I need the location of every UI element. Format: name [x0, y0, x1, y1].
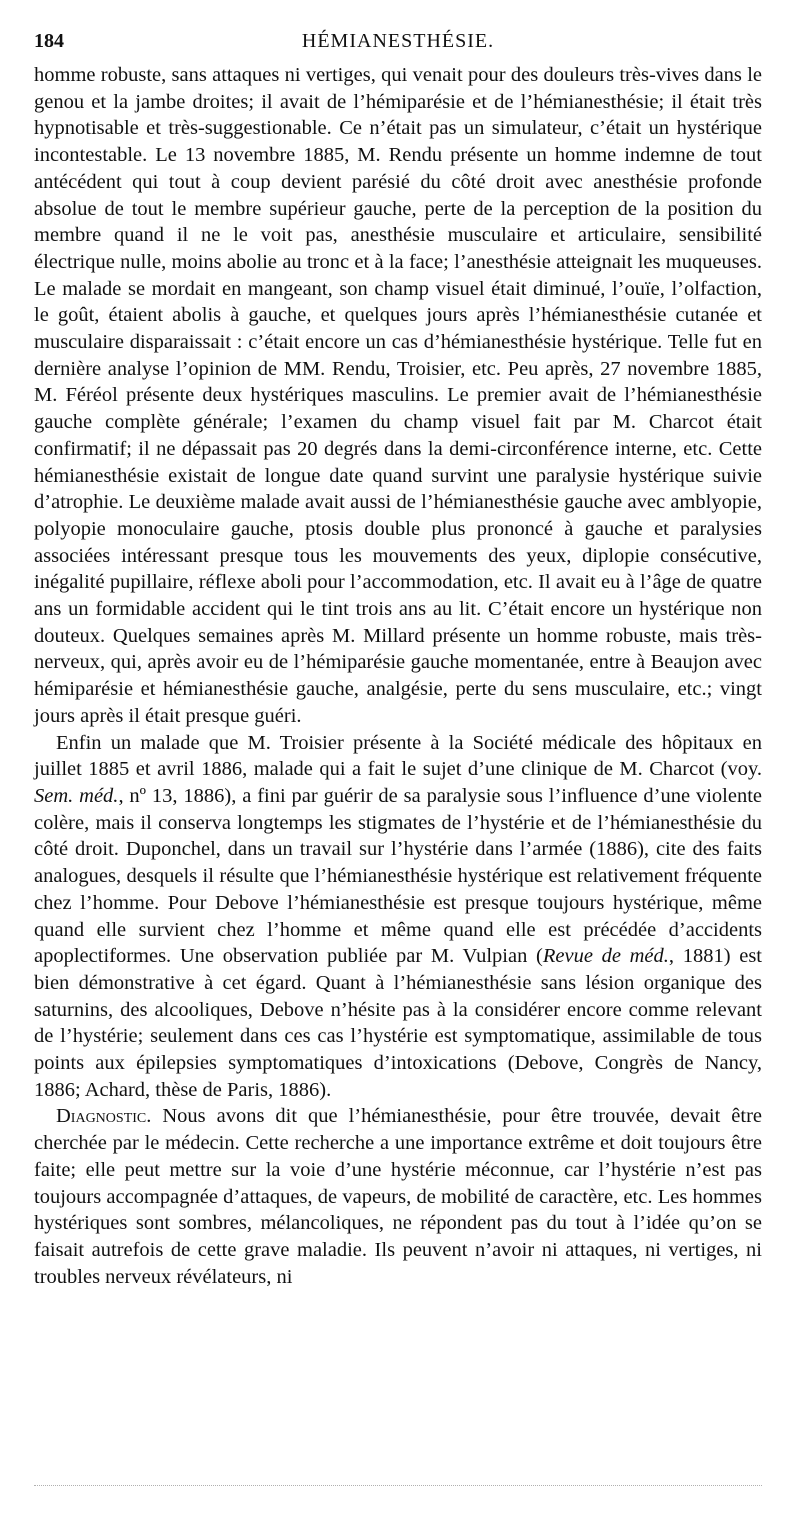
paragraph-text: Enfin un malade que M. Troisier présente à la Société médicale des hôpitaux en juillet 1885 et avril 1886, malade qui a fait le sujet d’une clinique de M. Charcot (voy.	[34, 731, 762, 781]
paragraph-troisier	[34, 730, 762, 1104]
body-text	[34, 62, 762, 1290]
paragraph-continuation: homme robuste, sans attaques ni vertiges, qui venait pour des douleurs très-vives dans le genou et la jambe droites; il avait de l’hémiparésie et de l’hémianesthésie; il était très hypnotisable et très-suggestionable. Ce n’était pas un simulateur, c’était un hystérique incontestable. Le 13 novembre 1885, M. Rendu présente un homme indemne de tout antécédent qui tout à coup devient parésié du côté droit avec anesthésie profonde absolue de tout le membre supérieur gauche, perte de la perception de la position du membre quand il ne le voit pas, anesthésie musculaire et articulaire, sensibilité électrique nulle, moins abolie au tronc et à la face; l’anesthésie atteignait les muqueuses. Le malade se mordait en mangeant, son champ visuel était diminué, l’ouïe, l’olfaction, le goût, étaient abolis à gauche, et quelques jours après l’hémianesthésie cutanée et musculaire disparaissait : c’était encore un cas d’hémianesthésie hystérique. Telle fut en dernière analyse l’opinion de MM. Rendu, Troisier, etc. Peu après, 27 novembre 1885, M. Féréol présente deux hystériques masculins. Le premier avait de l’hémianesthésie gauche complète générale; l’examen du champ visuel fait par M. Charcot était confirmatif; il ne dépassait pas 20 degrés dans la demi-circonférence interne, etc. Cette hémianesthésie existait de longue date quand survint une paralysie hystérique suivie d’atrophie. Le deuxième malade avait aussi de l’hémianesthésie gauche avec amblyopie, polyopie monoculaire gauche, ptosis double plus prononcé à gauche et paralysies associées intéressant presque tous les mouvements des yeux, diplopie consécutive, inégalité pupillaire, réflexe aboli pour l’accommodation, etc. Il avait eu à l’âge de quatre ans un formidable accident qui le tint trois ans au lit. C’était encore un hystérique non douteux. Quelques semaines après M. Millard présente un homme robuste, mais très-nerveux, qui, après avoir eu de l’hémiparésie gauche momentanée, entre à Beaujon avec hémiparésie et hémianesthésie gauche, analgésie, perte du sens musculaire, etc.; vingt jours après il était presque guéri.	[34, 64, 762, 727]
page-number: 184	[34, 30, 64, 52]
section-label-diagnostic: Diagnostic.	[56, 1105, 152, 1128]
page-header	[34, 30, 762, 60]
running-title: HÉMIANESTHÉSIE.	[301, 30, 495, 52]
footer-divider	[34, 1485, 762, 1486]
paragraph-text: , 1881) est bien démonstrative à cet égard. Quant à l’hémianesthésie sans lésion organique des saturnins, des alcooliques, Debove n’hésite pas à la considérer encore comme relevant de l’hystérie; seulement dans ces cas l’hystérie est symptomatique, assimilable de tous points aux épilepsies symptomatiques d’intoxications (Debove, Congrès de Nancy, 1886; Achard, thèse de Paris, 1886).	[34, 945, 762, 1101]
paragraph-text: Nous avons dit que l’hémianesthésie, pour être trouvée, devait être cherchée par le médecin. Cette recherche a une importance extrême et doit toujours être faite; elle peut mettre sur la voie d’une hystérie méconnue, car l’hystérie n’est pas toujours accompagnée d’attaques, de vapeurs, de mobilité de caractère, etc. Les hommes hystériques sont sombres, mélancoliques, ne répondent pas du tout à l’idée qu’on se faisait autrefois de cette grave maladie. Ils peuvent n’avoir ni attaques, ni vertiges, ni troubles nerveux révélateurs, ni	[34, 1105, 762, 1288]
citation-sem-med: Sem. méd.	[34, 784, 119, 807]
paragraph-diagnostic	[34, 1103, 762, 1290]
paragraph-text: , nº 13, 1886), a fini par guérir de sa paralysie sous l’influence d’une violente colère, mais il conserva longtemps les stigmates de l’hystérie et de l’hémianesthésie du côté droit. Duponchel, dans un travail sur l’hystérie dans l’armée (1886), cite des faits analogues, desquels il résulte que l’hémianesthésie hystérique est relativement fréquente chez l’homme. Pour Debove l’hémianesthésie est presque toujours hystérique, même quand elle survient chez l’homme et même quand elle est précédée d’accidents apoplectiformes. Une observation publiée par M. Vulpian (	[34, 784, 762, 968]
citation-revue-med: Revue de méd.	[542, 945, 669, 968]
